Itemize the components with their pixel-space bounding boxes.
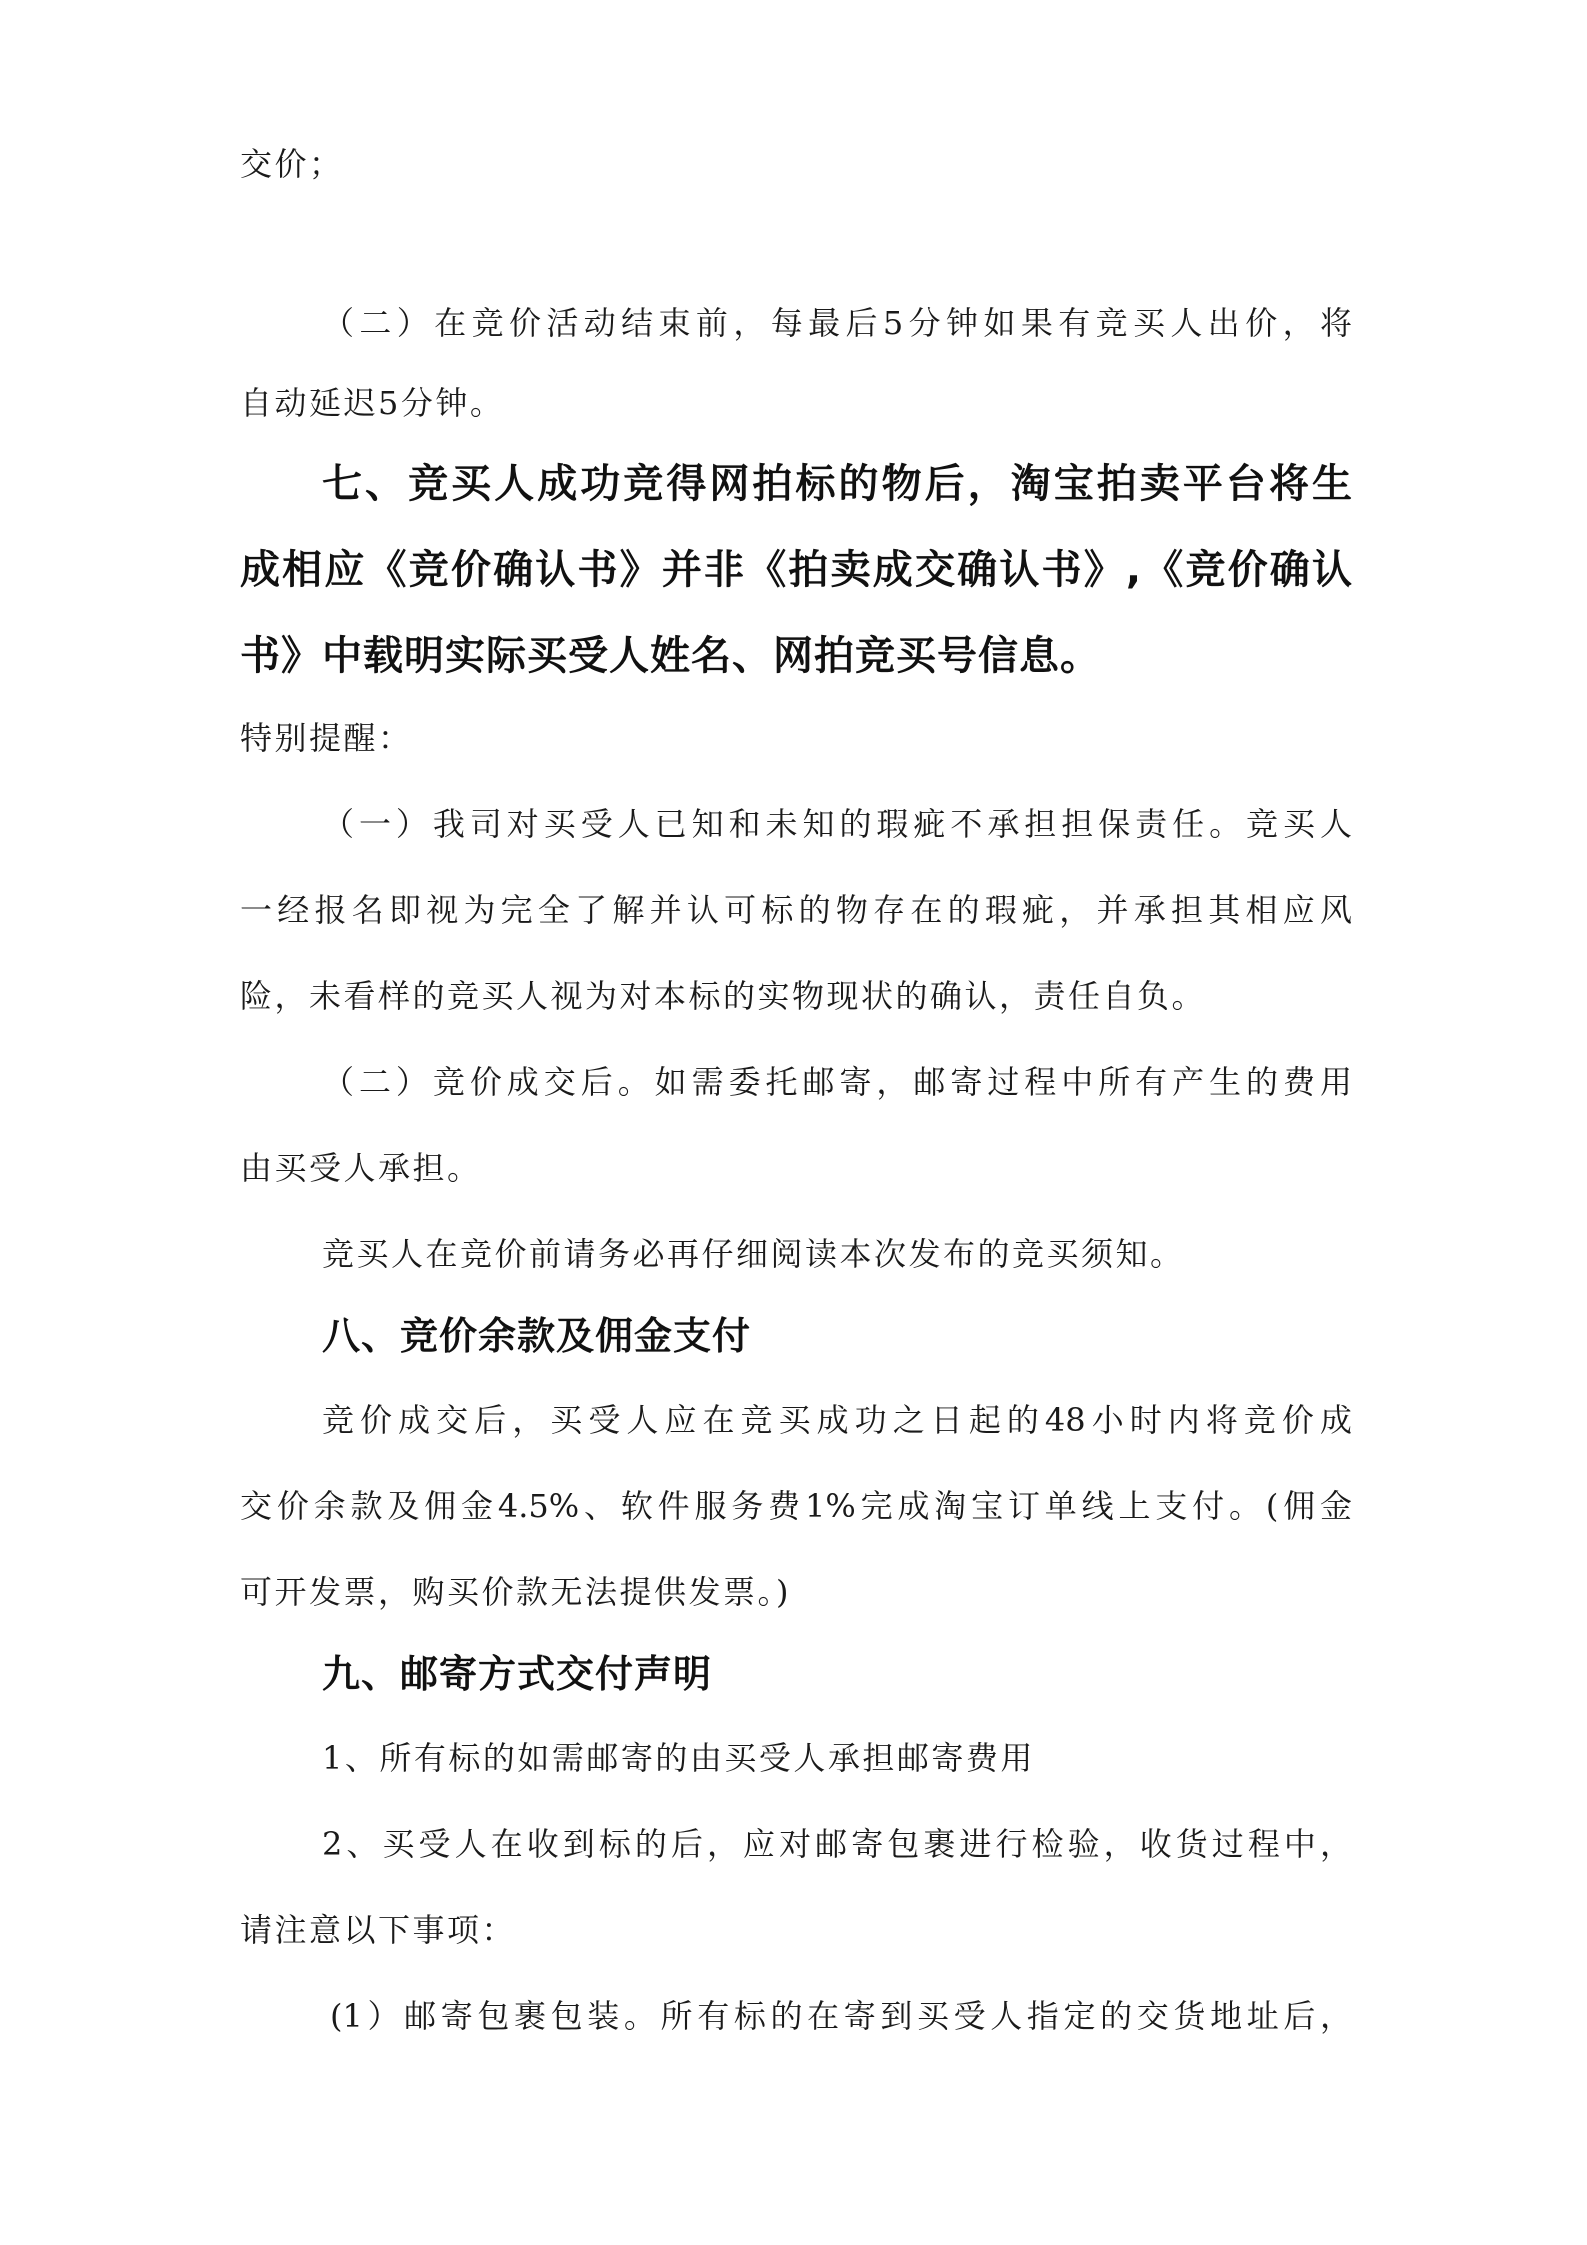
section-heading: 七、竞买人成功竞得网拍标的物后，淘宝拍卖平台将生 xyxy=(322,461,1352,507)
text-line: 险，未看样的竞买人视为对本标的实物现状的确认，责任自负。 xyxy=(240,977,1207,1015)
text-line: 一经报名即视为完全了解并认可标的物存在的瑕疵，并承担其相应风 xyxy=(240,891,1352,929)
text-line: 交价余款及佣金4.5%、软件服务费1%完成淘宝订单线上支付。(佣金 xyxy=(240,1487,1352,1525)
text-line: 请注意以下事项： xyxy=(240,1911,517,1949)
text-line: 2、买受人在收到标的后，应对邮寄包裹进行检验，收货过程中， xyxy=(322,1825,1352,1863)
text-line: 可开发票，购买价款无法提供发票。) xyxy=(240,1573,791,1611)
text-line: 1、所有标的如需邮寄的由买受人承担邮寄费用 xyxy=(322,1739,1035,1777)
text-line: 竞价成交后，买受人应在竞买成功之日起的48小时内将竞价成 xyxy=(322,1401,1352,1439)
text-line: 交价； xyxy=(240,145,344,183)
text-line: 特别提醒： xyxy=(240,719,413,757)
text-line: 自动延迟5分钟。 xyxy=(240,384,505,422)
text-line: 由买受人承担。 xyxy=(240,1149,482,1187)
section-heading: 书》中载明实际买受人姓名、网拍竞买号信息。 xyxy=(240,633,1101,679)
text-line: （二）在竞价活动结束前，每最后5分钟如果有竞买人出价，将 xyxy=(322,304,1352,342)
section-heading: 九、邮寄方式交付声明 xyxy=(322,1652,713,1696)
text-line: （一）我司对买受人已知和未知的瑕疵不承担担保责任。竞买人 xyxy=(322,805,1352,843)
text-line: 竞买人在竞价前请务必再仔细阅读本次发布的竞买须知。 xyxy=(322,1235,1185,1273)
text-line: (1）邮寄包裹包装。所有标的在寄到买受人指定的交货地址后， xyxy=(330,1997,1352,2035)
text-line: （二）竞价成交后。如需委托邮寄，邮寄过程中所有产生的费用 xyxy=(322,1063,1352,1101)
section-heading: 八、竞价余款及佣金支付 xyxy=(322,1314,752,1358)
section-heading: 成相应《竞价确认书》并非《拍卖成交确认书》,《竞价确认 xyxy=(240,547,1352,593)
